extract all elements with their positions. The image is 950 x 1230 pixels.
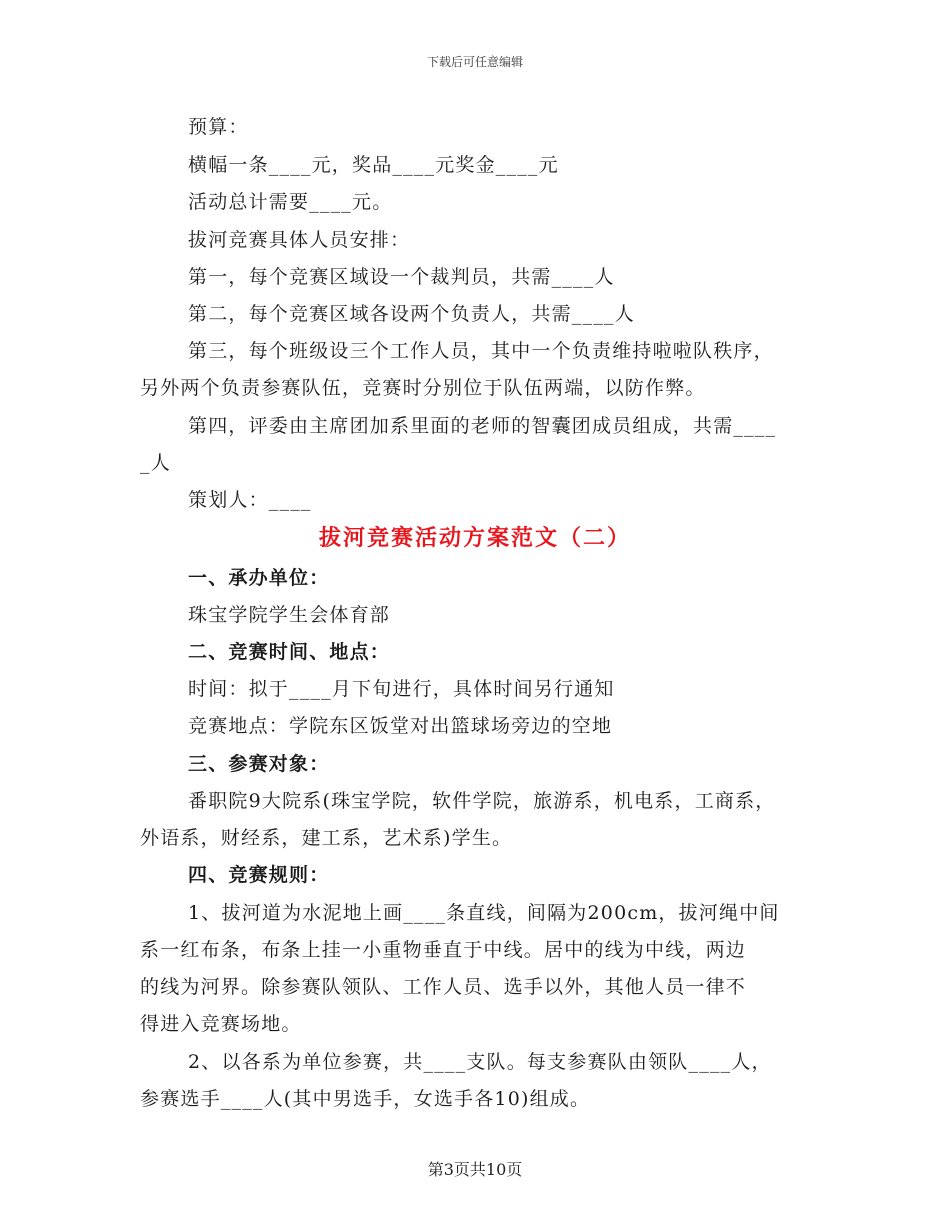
heading-rules: 四、竞赛规则：: [188, 864, 330, 886]
rule-1-cont-3: 得进入竞赛场地。: [140, 1013, 302, 1035]
staff-item-4: 第四，评委由主席团加系里面的老师的智囊团成员组成，共需____: [188, 415, 777, 437]
staff-item-3-cont: 另外两个负责参赛队伍，竞赛时分别位于队伍两端，以防作弊。: [140, 377, 706, 399]
section-title: 拔河竞赛活动方案范文（二）: [318, 525, 631, 551]
staff-heading: 拔河竞赛具体人员安排：: [188, 229, 411, 251]
rule-1-cont-1: 系一红布条，布条上挂一小重物垂直于中线。居中的线为中线，两边: [140, 939, 747, 961]
rule-1-cont-2: 的线为河界。除参赛队领队、工作人员、选手以外，其他人员一律不: [140, 976, 747, 998]
participants-text-cont: 外语系，财经系，建工系，艺术系)学生。: [140, 827, 513, 849]
rule-2: 2、以各系为单位参赛，共____支队。每支参赛队由领队____人，: [188, 1051, 772, 1073]
organizer-text: 珠宝学院学生会体育部: [188, 604, 391, 626]
rule-2-cont: 参赛选手____人(其中男选手，女选手各10)组成。: [140, 1088, 591, 1110]
budget-heading: 预算：: [188, 116, 249, 138]
time-text: 时间：拟于____月下旬进行，具体时间另行通知: [188, 678, 615, 700]
page-footer: 第3页共10页: [427, 1160, 523, 1179]
budget-items: 横幅一条____元，奖品____元奖金____元: [188, 154, 559, 176]
heading-organizer: 一、承办单位：: [188, 567, 330, 589]
rule-1: 1、拔河道为水泥地上画____条直线，间隔为200cm，拔河绳中间: [188, 902, 780, 924]
staff-item-4-cont: _人: [140, 452, 171, 474]
heading-participants: 三、参赛对象：: [188, 753, 330, 775]
planner-line: 策划人：____: [188, 489, 312, 511]
budget-total: 活动总计需要____元。: [188, 191, 393, 213]
heading-time-place: 二、竞赛时间、地点：: [188, 641, 391, 663]
staff-item-1: 第一，每个竞赛区域设一个裁判员，共需____人: [188, 266, 615, 288]
place-text: 竞赛地点：学院东区饭堂对出篮球场旁边的空地: [188, 715, 613, 737]
staff-item-2: 第二，每个竞赛区域各设两个负责人，共需____人: [188, 303, 635, 325]
page-header: 下载后可任意编辑: [426, 55, 523, 69]
participants-text: 番职院9大院系(珠宝学院，软件学院，旅游系，机电系，工商系，: [188, 790, 776, 812]
staff-item-3: 第三，每个班级设三个工作人员，其中一个负责维持啦啦队秩序，: [188, 340, 774, 362]
